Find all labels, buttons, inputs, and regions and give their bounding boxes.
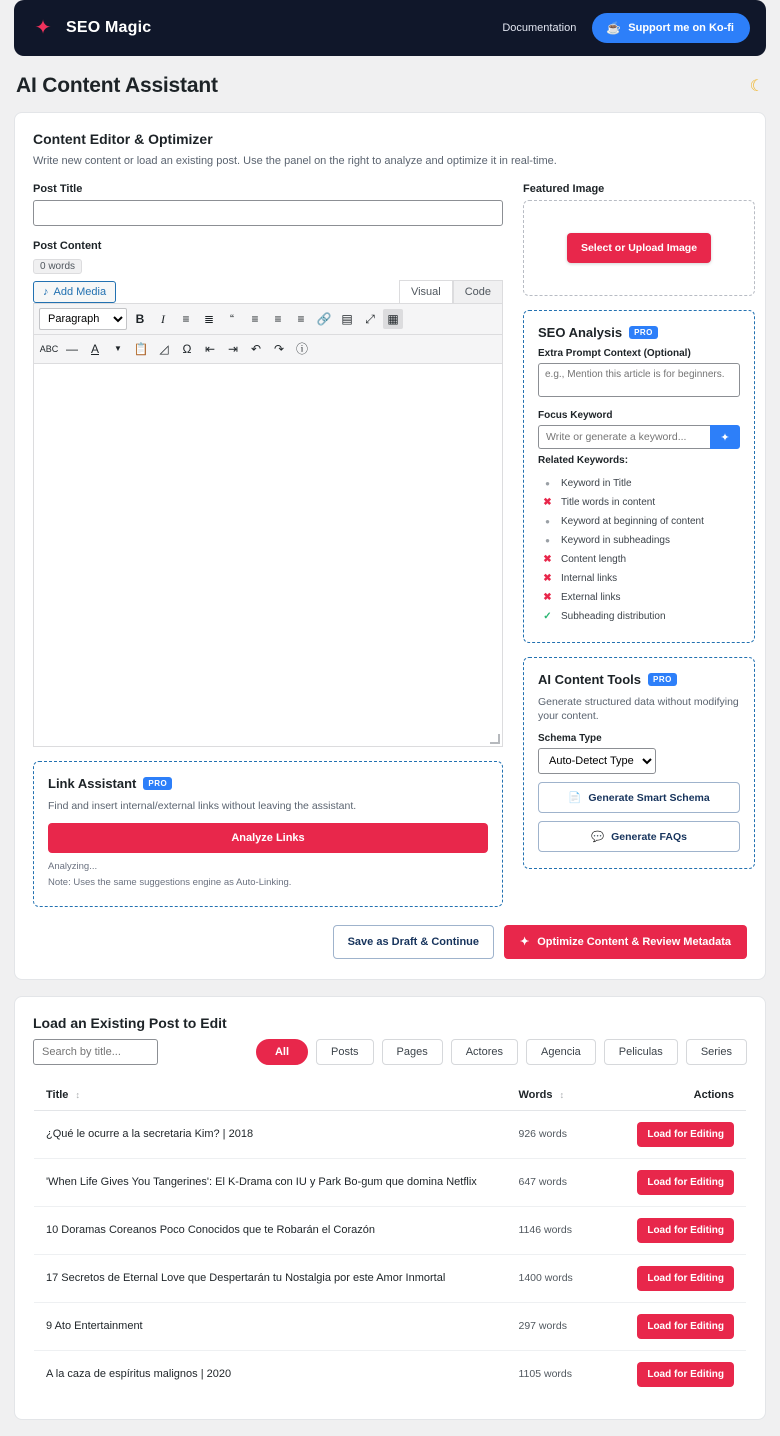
horizontal-rule-icon[interactable]: — bbox=[66, 342, 78, 356]
seo-checks-list bbox=[538, 474, 740, 626]
link-icon[interactable]: 🔗 bbox=[316, 312, 332, 326]
editor-resize-handle[interactable] bbox=[490, 734, 500, 744]
post-title: 10 Doramas Coreanos Poco Conocidos que te Robarán el Corazón bbox=[34, 1206, 507, 1254]
sort-icon[interactable]: ↕ bbox=[559, 1089, 565, 1100]
redo-icon[interactable]: ↷ bbox=[273, 342, 285, 356]
existing-posts-heading: Load an Existing Post to Edit bbox=[33, 1014, 227, 1031]
coffee-cup-icon: ☕ bbox=[606, 21, 622, 35]
select-upload-image-button[interactable]: Select or Upload Image bbox=[567, 233, 711, 263]
column-actions: Actions bbox=[617, 1079, 747, 1110]
faq-icon: 💬 bbox=[591, 831, 605, 844]
seo-check-label: Content length bbox=[561, 554, 627, 565]
focus-keyword-label: Focus Keyword bbox=[538, 410, 613, 421]
post-content-label: Post Content bbox=[33, 240, 102, 252]
read-more-icon[interactable]: ▤ bbox=[341, 312, 353, 326]
load-for-editing-button[interactable]: Load for Editing bbox=[637, 1314, 734, 1339]
align-center-icon[interactable]: ≡ bbox=[274, 312, 282, 326]
column-title[interactable] bbox=[34, 1079, 507, 1110]
editor-toolbar-row-2 bbox=[34, 335, 502, 364]
brand-name: SEO Magic bbox=[66, 19, 152, 36]
column-title-label: Title bbox=[46, 1088, 69, 1101]
post-title: 9 Ato Entertainment bbox=[34, 1302, 507, 1350]
seo-check-item bbox=[538, 493, 740, 512]
seo-check-label: External links bbox=[561, 592, 621, 603]
seo-check-label: Title words in content bbox=[561, 497, 656, 508]
blockquote-icon[interactable]: “ bbox=[230, 312, 234, 326]
filter-actores[interactable]: Actores bbox=[451, 1039, 518, 1065]
optimize-content-button[interactable] bbox=[504, 925, 747, 959]
table-row bbox=[34, 1158, 747, 1206]
moon-icon[interactable]: ☾ bbox=[749, 78, 764, 95]
save-draft-button[interactable]: Save as Draft & Continue bbox=[333, 925, 494, 959]
fullscreen-icon[interactable]: ⤢ bbox=[365, 312, 375, 326]
editor-footer-actions bbox=[33, 925, 747, 959]
generate-faqs-button[interactable] bbox=[538, 821, 740, 852]
strikethrough-icon[interactable]: ABC bbox=[39, 343, 59, 354]
documentation-link[interactable]: Documentation bbox=[502, 22, 577, 34]
chevron-down-icon[interactable]: ▼ bbox=[114, 344, 122, 353]
load-for-editing-button[interactable]: Load for Editing bbox=[637, 1122, 734, 1147]
post-words: 1105 words bbox=[507, 1350, 617, 1398]
seo-check-label: Keyword in subheadings bbox=[561, 535, 670, 546]
table-row bbox=[34, 1302, 747, 1350]
seo-check-label: Keyword in Title bbox=[561, 478, 632, 489]
seo-check-label: Internal links bbox=[561, 573, 618, 584]
schema-type-select[interactable] bbox=[538, 748, 656, 774]
optimize-content-label: Optimize Content & Review Metadata bbox=[537, 935, 731, 948]
post-title: 'When Life Gives You Tangerines': El K-Drama con IU y Park Bo-gum que domina Netflix bbox=[34, 1158, 507, 1206]
load-for-editing-button[interactable]: Load for Editing bbox=[637, 1170, 734, 1195]
post-title-label: Post Title bbox=[33, 183, 83, 195]
load-for-editing-button[interactable]: Load for Editing bbox=[637, 1362, 734, 1387]
pro-badge: PRO bbox=[143, 777, 172, 790]
text-color-icon[interactable]: A bbox=[90, 342, 99, 356]
italic-icon[interactable]: I bbox=[161, 312, 165, 326]
editor-content-area[interactable] bbox=[34, 364, 502, 746]
post-words: 926 words bbox=[507, 1110, 617, 1158]
add-media-button[interactable] bbox=[33, 281, 116, 303]
link-assistant-description: Find and insert internal/external links without leaving the assistant. bbox=[48, 800, 357, 812]
load-for-editing-button[interactable]: Load for Editing bbox=[637, 1266, 734, 1291]
neutral-dot-icon: ● bbox=[545, 536, 550, 545]
table-row bbox=[34, 1110, 747, 1158]
seo-analysis-title-label: SEO Analysis bbox=[538, 325, 623, 340]
top-navigation-bar bbox=[14, 0, 766, 56]
generate-smart-schema-label: Generate Smart Schema bbox=[588, 791, 710, 804]
schema-type-label: Schema Type bbox=[538, 733, 602, 745]
toolbar-toggle-icon[interactable]: ▦ bbox=[383, 309, 403, 329]
filter-series[interactable]: Series bbox=[686, 1039, 747, 1065]
table-row bbox=[34, 1206, 747, 1254]
featured-image-label: Featured Image bbox=[523, 183, 605, 195]
fail-cross-icon: ✖ bbox=[543, 592, 552, 603]
generate-smart-schema-button[interactable] bbox=[538, 782, 740, 813]
tab-visual[interactable]: Visual bbox=[399, 280, 453, 303]
seo-check-item bbox=[538, 588, 740, 607]
seo-check-label: Subheading distribution bbox=[561, 611, 666, 622]
link-assistant-status: Analyzing... bbox=[48, 861, 98, 873]
filter-agencia[interactable]: Agencia bbox=[526, 1039, 596, 1065]
seo-check-item bbox=[538, 474, 740, 493]
extra-prompt-label: Extra Prompt Context (Optional) bbox=[538, 348, 691, 359]
align-left-icon[interactable]: ≡ bbox=[251, 312, 259, 326]
pro-badge: PRO bbox=[629, 326, 658, 339]
post-type-filters bbox=[256, 1039, 747, 1065]
seo-check-item bbox=[538, 531, 740, 550]
ai-content-tools-title-label: AI Content Tools bbox=[538, 672, 642, 687]
column-words[interactable] bbox=[507, 1079, 617, 1110]
seo-analysis-panel bbox=[523, 310, 755, 643]
media-icon: ♪ bbox=[43, 286, 49, 298]
table-row bbox=[34, 1350, 747, 1398]
content-editor-heading: Content Editor & Optimizer bbox=[33, 131, 213, 147]
posts-table bbox=[33, 1079, 747, 1399]
support-kofi-button[interactable] bbox=[592, 13, 750, 43]
post-actions bbox=[617, 1302, 747, 1350]
bold-icon[interactable]: B bbox=[135, 312, 145, 326]
filter-peliculas[interactable]: Peliculas bbox=[604, 1039, 678, 1065]
page-header bbox=[0, 56, 780, 112]
table-header-row bbox=[34, 1079, 747, 1110]
post-actions bbox=[617, 1254, 747, 1302]
post-title: A la caza de espíritus malignos | 2020 bbox=[34, 1350, 507, 1398]
focus-keyword-input[interactable] bbox=[538, 425, 710, 449]
post-actions bbox=[617, 1350, 747, 1398]
post-title-input[interactable] bbox=[33, 200, 503, 226]
help-icon[interactable]: ⓘ bbox=[295, 342, 308, 356]
sparkle-icon: ✦ bbox=[34, 17, 52, 39]
link-assistant-title bbox=[48, 776, 488, 791]
pass-check-icon: ✓ bbox=[543, 611, 552, 622]
pro-badge: PRO bbox=[648, 673, 677, 686]
post-words: 1400 words bbox=[507, 1254, 617, 1302]
fail-cross-icon: ✖ bbox=[543, 573, 552, 584]
rich-text-editor bbox=[33, 303, 503, 747]
bulleted-list-icon[interactable]: ≡ bbox=[182, 312, 190, 326]
column-words-label: Words bbox=[518, 1088, 553, 1101]
magic-wand-icon[interactable]: ✦ bbox=[710, 425, 740, 449]
existing-posts-card bbox=[14, 996, 766, 1420]
filter-all[interactable]: All bbox=[256, 1039, 308, 1065]
analyze-links-button[interactable]: Analyze Links bbox=[48, 823, 488, 853]
content-editor-card bbox=[14, 112, 766, 980]
numbered-list-icon[interactable]: ≣ bbox=[203, 312, 215, 326]
post-actions bbox=[617, 1158, 747, 1206]
sort-icon[interactable]: ↕ bbox=[75, 1089, 80, 1100]
add-media-label: Add Media bbox=[53, 286, 107, 298]
filter-pages[interactable]: Pages bbox=[382, 1039, 443, 1065]
post-words: 1146 words bbox=[507, 1206, 617, 1254]
seo-check-item bbox=[538, 607, 740, 626]
seo-check-item bbox=[538, 512, 740, 531]
brand bbox=[30, 15, 151, 41]
outdent-icon[interactable]: ⇤ bbox=[204, 342, 216, 356]
load-for-editing-button[interactable]: Load for Editing bbox=[637, 1218, 734, 1243]
support-kofi-label: Support me on Ko-fi bbox=[628, 22, 734, 34]
link-assistant-panel bbox=[33, 761, 503, 907]
link-assistant-note: Note: Uses the same suggestions engine as Auto-Linking. bbox=[48, 876, 292, 888]
generate-faqs-label: Generate FAQs bbox=[611, 830, 687, 843]
link-assistant-title-label: Link Assistant bbox=[48, 776, 137, 791]
clear-formatting-icon[interactable]: ◿ bbox=[159, 342, 169, 356]
special-character-icon[interactable]: Ω bbox=[182, 342, 192, 356]
seo-check-label: Keyword at beginning of content bbox=[561, 516, 704, 527]
table-row bbox=[34, 1254, 747, 1302]
align-right-icon[interactable]: ≡ bbox=[297, 312, 305, 326]
extra-prompt-input[interactable] bbox=[538, 363, 740, 397]
seo-analysis-title bbox=[538, 325, 740, 340]
post-words: 297 words bbox=[507, 1302, 617, 1350]
ai-content-tools-panel bbox=[523, 657, 755, 869]
content-editor-subtitle: Write new content or load an existing post. Use the panel on the right to analyze and optimize it in real-time. bbox=[33, 155, 557, 167]
tab-code[interactable]: Code bbox=[453, 280, 503, 303]
ai-content-tools-description: Generate structured data without modifying your content. bbox=[538, 696, 739, 723]
page-title: AI Content Assistant bbox=[16, 74, 218, 97]
fail-cross-icon: ✖ bbox=[543, 554, 552, 565]
ai-content-tools-title bbox=[538, 672, 740, 687]
seo-check-item bbox=[538, 569, 740, 588]
paste-as-text-icon[interactable]: 📋 bbox=[133, 342, 149, 356]
fail-cross-icon: ✖ bbox=[543, 497, 552, 508]
paragraph-format-select[interactable] bbox=[39, 308, 127, 330]
post-actions bbox=[617, 1110, 747, 1158]
post-words: 647 words bbox=[507, 1158, 617, 1206]
neutral-dot-icon: ● bbox=[545, 517, 550, 526]
undo-icon[interactable]: ↶ bbox=[250, 342, 262, 356]
seo-check-item bbox=[538, 550, 740, 569]
indent-icon[interactable]: ⇥ bbox=[227, 342, 239, 356]
word-count: 0 words bbox=[33, 259, 82, 274]
filter-posts[interactable]: Posts bbox=[316, 1039, 374, 1065]
sparkle-icon: ✦ bbox=[520, 936, 530, 949]
featured-image-dropzone[interactable] bbox=[523, 200, 755, 296]
search-input[interactable] bbox=[33, 1039, 158, 1065]
post-title: 17 Secretos de Eternal Love que Despertarán tu Nostalgia por este Amor Inmortal bbox=[34, 1254, 507, 1302]
post-actions bbox=[617, 1206, 747, 1254]
document-icon: 📄 bbox=[568, 792, 582, 805]
post-title: ¿Qué le ocurre a la secretaria Kim? | 2018 bbox=[34, 1110, 507, 1158]
editor-toolbar-row-1 bbox=[34, 304, 502, 335]
neutral-dot-icon: ● bbox=[545, 479, 550, 488]
related-keywords-label: Related Keywords: bbox=[538, 455, 629, 466]
